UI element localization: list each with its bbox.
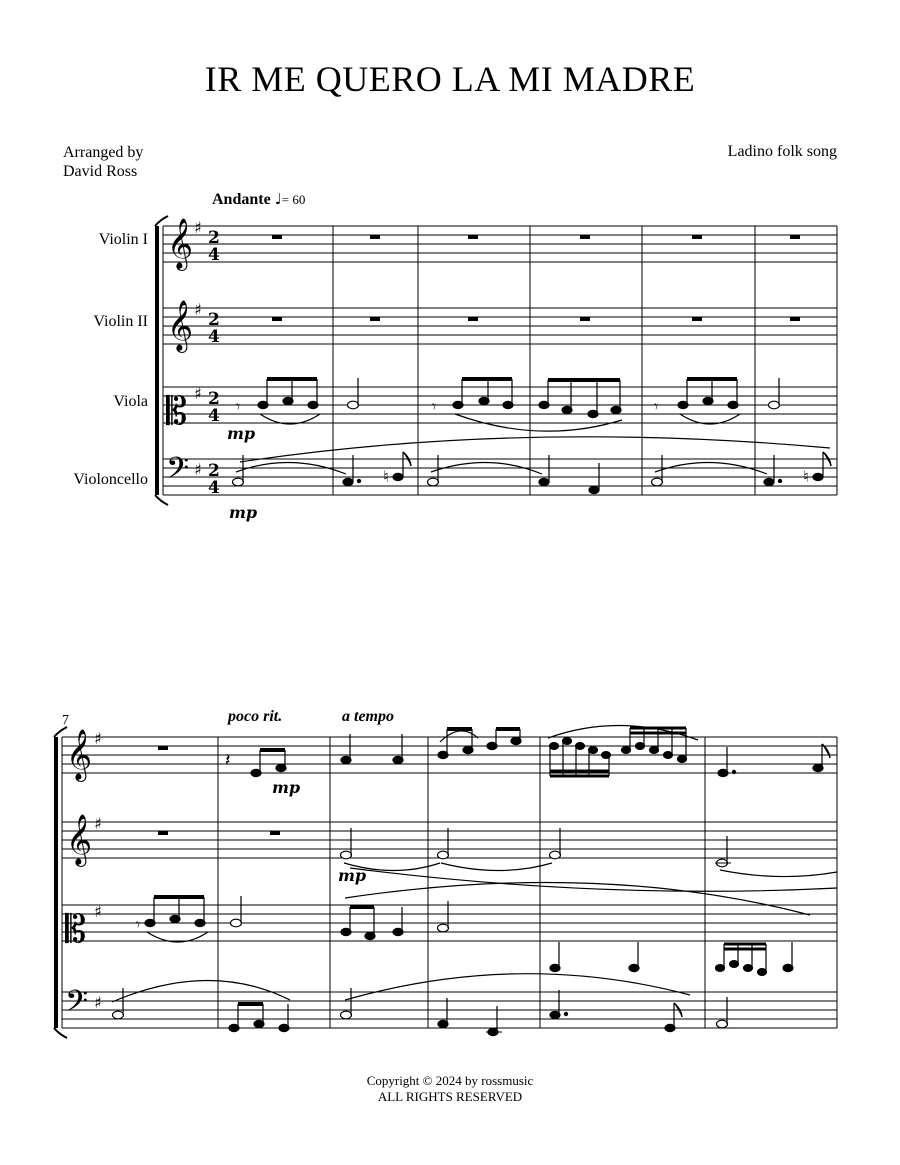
instrument-label-violin-2: Violin II — [93, 313, 148, 330]
staff-violin-2 — [163, 308, 837, 344]
dynamic-mp-violin1: mp — [272, 778, 301, 797]
svg-text:𝄾: 𝄾 — [654, 397, 659, 416]
svg-text:♯: ♯ — [94, 814, 102, 833]
dynamic-mp-violin2: mp — [338, 866, 367, 885]
bass-clef-icon: 𝄢 — [65, 985, 89, 1026]
svg-text:2: 2 — [208, 310, 220, 330]
svg-text:♯: ♯ — [194, 384, 202, 403]
barlines-system-1 — [163, 226, 837, 495]
svg-text:2: 2 — [208, 228, 220, 248]
staff-violin-1 — [163, 226, 837, 262]
tempo-value: = 60 — [281, 192, 306, 207]
svg-text:2: 2 — [208, 461, 220, 481]
staff-violin-1-system-2 — [62, 737, 837, 773]
treble-clef-icon: 𝄞 — [167, 218, 194, 269]
poco-rit-marking: poco rit. — [228, 708, 283, 725]
tempo-word: Andante — [212, 191, 271, 208]
quarter-note-icon: ♩ — [274, 190, 282, 208]
dynamic-mp-viola: mp — [227, 424, 256, 443]
staff-violin-2-system-2 — [62, 822, 837, 858]
copyright-line: Copyright © 2024 by rossmusic — [366, 1073, 534, 1088]
instrument-label-viola: Viola — [113, 393, 148, 410]
svg-text:4: 4 — [208, 245, 220, 265]
svg-text:4: 4 — [208, 406, 220, 426]
treble-clef-icon: 𝄞 — [167, 300, 194, 351]
svg-text:♮: ♮ — [803, 467, 809, 486]
alto-clef-icon: 𝄡 — [65, 907, 87, 951]
svg-text:♯: ♯ — [94, 729, 102, 748]
measure-number: 7 — [62, 713, 69, 728]
svg-text:♮: ♮ — [383, 467, 389, 486]
bass-clef-icon: 𝄢 — [166, 452, 190, 493]
svg-text:𝄾: 𝄾 — [236, 397, 241, 416]
barlines-system-2 — [62, 737, 837, 1028]
svg-text:𝄽: 𝄽 — [225, 750, 231, 771]
arranger-name: David Ross — [63, 163, 138, 180]
a-tempo-marking: a tempo — [342, 708, 394, 725]
svg-text:4: 4 — [208, 327, 220, 347]
svg-text:2: 2 — [208, 389, 220, 409]
svg-text:♯: ♯ — [194, 460, 202, 479]
svg-text:♯: ♯ — [194, 218, 202, 237]
instrument-label-violoncello: Violoncello — [73, 471, 148, 488]
svg-text:♯: ♯ — [94, 993, 102, 1012]
svg-text:4: 4 — [208, 478, 220, 498]
copyright-footer — [0, 1073, 900, 1105]
treble-clef-icon: 𝄞 — [66, 729, 93, 780]
svg-text:𝄾: 𝄾 — [432, 397, 437, 416]
rights-line: ALL RIGHTS RESERVED — [377, 1089, 523, 1104]
arranger-label: Arranged by — [63, 144, 144, 161]
svg-text:♯: ♯ — [94, 902, 102, 921]
instrument-label-violin-1: Violin I — [98, 231, 148, 248]
composer-credit: Ladino folk song — [727, 143, 837, 160]
score-title: IR ME QUERO LA MI MADRE — [204, 59, 696, 99]
svg-text:𝄾: 𝄾 — [136, 915, 141, 934]
treble-clef-icon: 𝄞 — [66, 814, 93, 865]
staff-viola-system-2 — [62, 905, 837, 941]
alto-clef-icon: 𝄡 — [166, 389, 188, 433]
dynamic-mp-cello: mp — [229, 503, 258, 522]
svg-text:♯: ♯ — [194, 300, 202, 319]
